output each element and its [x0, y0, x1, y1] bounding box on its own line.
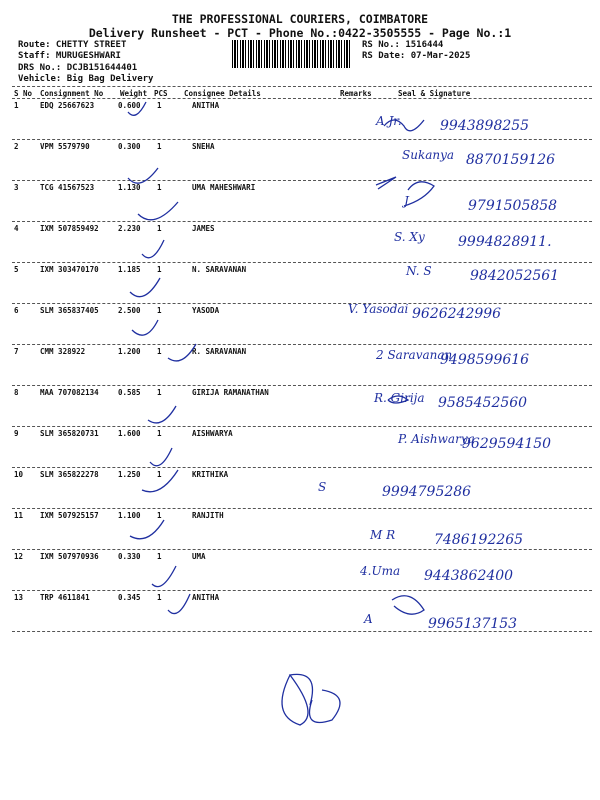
col-seal: Seal & Signature	[398, 89, 471, 98]
handwritten-signature: S	[318, 480, 327, 494]
row-sno: 11	[14, 511, 24, 520]
row-consignee: SNEHA	[192, 142, 215, 151]
handwritten-phone: 9791505858	[468, 198, 558, 214]
row-consignment-no: MAA 707082134	[40, 388, 99, 397]
row-weight: 0.330	[118, 552, 141, 561]
rs-date: RS Date: 07-Mar-2025	[362, 51, 471, 61]
handwritten-signature: Sukanya	[402, 148, 455, 162]
table-row	[12, 468, 592, 509]
handwritten-signature: P. Aishwarya	[398, 432, 475, 446]
row-weight: 0.345	[118, 593, 141, 602]
handwritten-signature: V. Yasodai	[348, 302, 409, 316]
row-consignee: RANJITH	[192, 511, 224, 520]
row-sno: 3	[14, 183, 19, 192]
runsheet-title: THE PROFESSIONAL COURIERS, COIMBATORE	[171, 12, 429, 26]
handwritten-signature: N. S	[406, 264, 432, 278]
row-consignee: AISHWARYA	[192, 429, 233, 438]
row-pcs: 1	[157, 101, 162, 110]
handwritten-signature: M R	[370, 528, 396, 542]
row-consignee: N. SARAVANAN	[192, 265, 247, 274]
row-consignee: ANITHA	[192, 101, 220, 110]
handwritten-phone: 9626242996	[412, 306, 502, 322]
handwritten-phone: 9585452560	[438, 395, 528, 411]
handwritten-phone: 9498599616	[440, 352, 530, 368]
row-weight: 1.250	[118, 470, 141, 479]
row-pcs: 1	[157, 388, 162, 397]
handwritten-phone: 9994795286	[382, 484, 472, 500]
row-consignee: YASODA	[192, 306, 220, 315]
row-pcs: 1	[157, 306, 162, 315]
row-consignment-no: SLM 365820731	[40, 429, 99, 438]
row-pcs: 1	[157, 347, 162, 356]
row-weight: 2.500	[118, 306, 141, 315]
row-weight: 0.585	[118, 388, 141, 397]
row-consignment-no: SLM 365822278	[40, 470, 99, 479]
row-sno: 5	[14, 265, 19, 274]
row-consignee: UMA MAHESHWARI	[192, 183, 256, 192]
row-pcs: 1	[157, 429, 162, 438]
row-sno: 1	[14, 101, 19, 110]
row-consignee: UMA	[192, 552, 206, 561]
row-pcs: 1	[157, 470, 162, 479]
row-consignee: GIRIJA RAMANATHAN	[192, 388, 269, 397]
row-weight: 1.100	[118, 511, 141, 520]
row-pcs: 1	[157, 142, 162, 151]
row-sno: 10	[14, 470, 24, 479]
vehicle-label: Vehicle: Big Bag Delivery	[18, 74, 154, 84]
row-sno: 7	[14, 347, 19, 356]
row-consignment-no: TRP 4611841	[40, 593, 90, 602]
handwritten-phone: 7486192265	[434, 532, 524, 548]
handwritten-signature: A	[364, 612, 373, 626]
row-consignment-no: EDQ 25667623	[40, 101, 95, 110]
row-weight: 0.600	[118, 101, 141, 110]
row-sno: 13	[14, 593, 24, 602]
col-sno: S No	[14, 89, 33, 98]
handwritten-signature: 4.Uma	[360, 564, 401, 578]
row-sno: 9	[14, 429, 19, 438]
route-label: Route: CHETTY STREET	[18, 40, 127, 50]
handwritten-phone: 9842052561	[470, 268, 560, 284]
handwritten-signature: R. Girija	[374, 391, 425, 405]
row-consignment-no: IXM 507925157	[40, 511, 99, 520]
drs-number: DRS No.: DCJB151644401	[18, 63, 138, 73]
runsheet-subtitle: Delivery Runsheet - PCT - Phone No.:0422-3505555 - Page No.:1	[88, 26, 512, 40]
col-weight: Weight	[120, 89, 148, 98]
rs-number: RS No.: 1516444	[362, 40, 444, 50]
col-pcs: PCS	[154, 89, 168, 98]
handwritten-signature: S. Xy	[394, 230, 425, 244]
col-consignment: Consignment No	[40, 89, 104, 98]
handwritten-phone: 9994828911.	[458, 234, 552, 250]
row-weight: 1.200	[118, 347, 141, 356]
row-consignee: R. SARAVANAN	[192, 347, 247, 356]
row-pcs: 1	[157, 183, 162, 192]
row-consignment-no: TCG 41567523	[40, 183, 95, 192]
handwritten-phone: 9965137153	[428, 616, 518, 632]
handwritten-phone: 9443862400	[424, 568, 514, 584]
row-consignment-no: VPM 5579790	[40, 142, 90, 151]
row-pcs: 1	[157, 511, 162, 520]
row-sno: 2	[14, 142, 19, 151]
col-remarks: Remarks	[340, 89, 372, 98]
barcode-image	[232, 40, 352, 68]
row-pcs: 1	[157, 224, 162, 233]
row-sno: 12	[14, 552, 24, 561]
handwritten-signature: 2 Saravanan	[376, 348, 453, 362]
row-consignment-no: SLM 365837405	[40, 306, 99, 315]
row-weight: 1.130	[118, 183, 141, 192]
row-pcs: 1	[157, 265, 162, 274]
header-divider	[12, 86, 592, 87]
handwritten-phone: 9629594150	[462, 436, 552, 452]
row-weight: 2.230	[118, 224, 141, 233]
row-consignee: KRITHIKA	[192, 470, 229, 479]
row-consignment-no: CMM 328922	[40, 347, 86, 356]
row-pcs: 1	[157, 552, 162, 561]
row-weight: 0.300	[118, 142, 141, 151]
row-consignment-no: IXM 507859492	[40, 224, 99, 233]
row-consignee: ANITHA	[192, 593, 220, 602]
handwritten-phone: 8870159126	[466, 152, 556, 168]
col-consignee: Consignee Details	[184, 89, 261, 98]
row-pcs: 1	[157, 593, 162, 602]
row-sno: 4	[14, 224, 19, 233]
handwritten-phone: 9943898255	[440, 118, 530, 134]
staff-label: Staff: MURUGESHWARI	[18, 51, 121, 61]
row-sno: 6	[14, 306, 19, 315]
row-consignment-no: IXM 507970936	[40, 552, 99, 561]
handwritten-signature: A Jr.	[376, 114, 402, 128]
row-weight: 1.600	[118, 429, 141, 438]
table-row	[12, 304, 592, 345]
row-sno: 8	[14, 388, 19, 397]
row-consignment-no: IXM 303470170	[40, 265, 99, 274]
row-consignee: JAMES	[192, 224, 215, 233]
handwritten-signature: J	[404, 194, 409, 208]
row-weight: 1.185	[118, 265, 141, 274]
